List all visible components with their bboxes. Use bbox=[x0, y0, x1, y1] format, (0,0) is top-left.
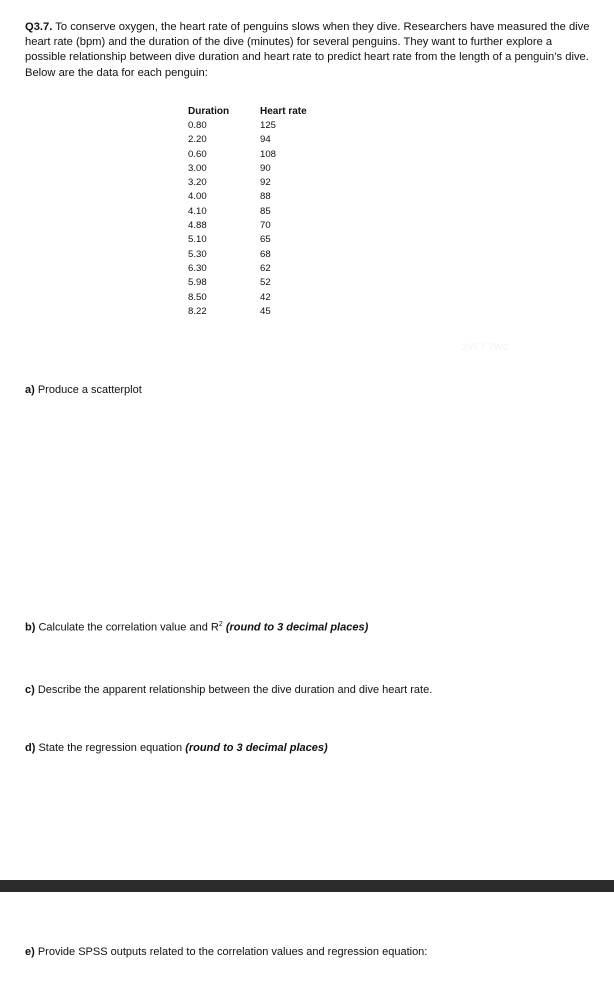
duration-cell: 4.00 bbox=[188, 191, 207, 203]
part-d bbox=[25, 742, 328, 754]
part-b-superscript: 2 bbox=[218, 621, 223, 628]
part-b-letter: b) bbox=[25, 621, 36, 634]
part-b-text: Calculate the correlation value and R bbox=[35, 621, 219, 634]
table-row bbox=[188, 276, 307, 290]
heart-rate-cell: 42 bbox=[260, 291, 271, 303]
table-row bbox=[188, 190, 307, 204]
part-e-text: Provide SPSS outputs related to the correlation values and regression equation: bbox=[34, 946, 428, 958]
duration-cell: 5.10 bbox=[188, 234, 207, 246]
heart-rate-cell: 68 bbox=[260, 248, 271, 260]
duration-cell: 6.30 bbox=[188, 262, 207, 274]
part-e-letter: e) bbox=[25, 946, 35, 958]
heart-rate-cell: 90 bbox=[260, 162, 271, 174]
heart-rate-cell: 125 bbox=[260, 120, 277, 131]
part-d-text: State the regression equation bbox=[35, 742, 186, 754]
part-c-letter: c) bbox=[25, 684, 35, 696]
question-intro bbox=[25, 20, 590, 81]
column-header-duration: Duration bbox=[188, 106, 230, 117]
table-row bbox=[188, 176, 307, 190]
heart-rate-cell: 94 bbox=[260, 134, 271, 146]
heart-rate-cell: 62 bbox=[260, 262, 271, 274]
table-row bbox=[188, 133, 307, 147]
table-row bbox=[188, 262, 307, 276]
table-row bbox=[188, 219, 307, 233]
part-a-text: Produce a scatterplot bbox=[34, 384, 142, 396]
heart-rate-cell: 108 bbox=[260, 148, 277, 160]
table-body bbox=[188, 119, 307, 319]
heart-rate-cell: 45 bbox=[260, 305, 271, 317]
part-d-letter: d) bbox=[25, 742, 36, 754]
part-b-note: (round to 3 decimal places) bbox=[225, 621, 369, 634]
table-row bbox=[188, 248, 307, 262]
part-e bbox=[25, 946, 427, 958]
duration-cell: 4.88 bbox=[188, 220, 207, 232]
table-header-row bbox=[188, 104, 307, 119]
heart-rate-cell: 85 bbox=[260, 205, 271, 217]
heart-rate-cell: 92 bbox=[260, 177, 271, 189]
column-header-heart-rate: Heart rate bbox=[260, 106, 307, 117]
question-text: To conserve oxygen, the heart rate of penguins slows when they dive. Researchers have measured the dive heart rate (bpm) and the duration of the dive (minutes) for several penguins. They want to further explore a possible relationship between dive duration and heart rate to predict heart rate from the length of a penguin’s dive. Below are the data for each penguin: bbox=[25, 21, 590, 79]
heart-rate-cell: 52 bbox=[260, 277, 271, 289]
part-c-text: Describe the apparent relationship between the dive duration and dive heart rate. bbox=[34, 684, 433, 696]
table-row bbox=[188, 291, 307, 305]
heart-rate-cell: 70 bbox=[260, 220, 271, 232]
faint-watermark: 3VF7 7W0 bbox=[462, 342, 509, 352]
duration-cell: 8.50 bbox=[188, 291, 207, 303]
table-row bbox=[188, 233, 307, 247]
part-b bbox=[25, 621, 368, 634]
duration-cell: 3.20 bbox=[188, 177, 207, 189]
table-row bbox=[188, 119, 307, 133]
part-a-letter: a) bbox=[25, 384, 35, 396]
duration-cell: 3.00 bbox=[188, 162, 207, 174]
duration-cell: 5.98 bbox=[188, 277, 207, 289]
table-row bbox=[188, 205, 307, 219]
duration-cell: 8.22 bbox=[188, 305, 207, 317]
question-number: Q3.7. bbox=[25, 21, 53, 33]
duration-cell: 2.20 bbox=[188, 134, 207, 146]
duration-cell: 5.30 bbox=[188, 248, 207, 260]
part-d-note: (round to 3 decimal places) bbox=[185, 742, 328, 754]
table-row bbox=[188, 305, 307, 319]
part-a bbox=[25, 384, 142, 396]
part-c bbox=[25, 684, 432, 696]
penguin-data-table bbox=[188, 104, 307, 319]
page-divider-bar bbox=[0, 880, 614, 892]
duration-cell: 0.80 bbox=[188, 120, 207, 131]
heart-rate-cell: 65 bbox=[260, 234, 271, 246]
duration-cell: 4.10 bbox=[188, 205, 207, 217]
table-row bbox=[188, 162, 307, 176]
duration-cell: 0.60 bbox=[188, 148, 207, 160]
heart-rate-cell: 88 bbox=[260, 191, 271, 203]
table-row bbox=[188, 148, 307, 162]
